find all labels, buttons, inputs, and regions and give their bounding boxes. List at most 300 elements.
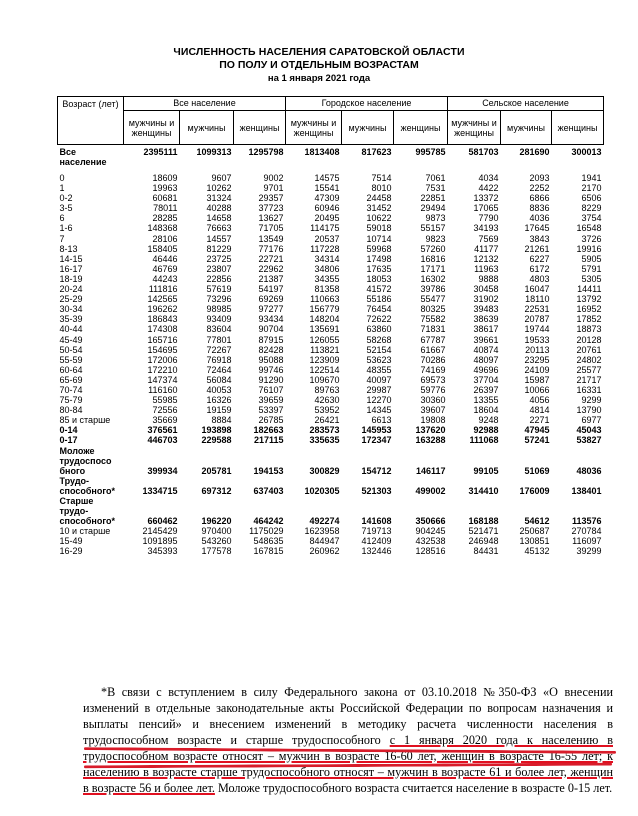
cell-value: 46769 <box>152 263 178 274</box>
cell-value: 91290 <box>258 374 284 385</box>
table-row <box>58 274 604 284</box>
cell-value: 193898 <box>201 425 232 436</box>
cell-value: 40288 <box>206 203 232 214</box>
cell-value: 93434 <box>258 314 284 325</box>
subheader-both: мужчины и женщины <box>448 111 501 145</box>
group-header-urban: Городское население <box>286 97 448 111</box>
row-label: 0-2 <box>59 193 73 204</box>
cell-value: 17065 <box>473 203 499 214</box>
row-label: 18-19 <box>59 273 83 284</box>
cell-value: 260962 <box>309 546 340 557</box>
row-label: 35-39 <box>59 314 83 325</box>
row-label: 55-59 <box>59 354 83 365</box>
cell-value: 14345 <box>366 405 392 416</box>
cell-value: 30458 <box>473 284 499 295</box>
cell-value: 904245 <box>415 526 446 537</box>
cell-value: 92988 <box>473 425 499 436</box>
footnote-intro: *В связи с вступлением в силу Федерального закона от 03.10.2018 №350-ФЗ «О внесении изменений в отдельные законодательные акты Российской Федерации по вопросам назначения и выплаты пенсий» и внесением изменений в методику расчета численности населения в трудоспособном возрасте и старше трудоспособного <box>83 685 613 747</box>
cell-value: 142565 <box>147 294 178 305</box>
row-label: 15-49 <box>59 536 83 547</box>
cell-value: 19963 <box>152 183 178 194</box>
cell-value: 314410 <box>468 485 499 496</box>
cell-value: 172347 <box>361 435 392 446</box>
cell-value: 70286 <box>420 354 446 365</box>
cell-value: 13549 <box>258 233 284 244</box>
cell-value: 16047 <box>524 284 550 295</box>
cell-value: 6866 <box>529 193 550 204</box>
table-row <box>58 375 604 385</box>
cell-value: 492274 <box>309 516 340 527</box>
row-label: 75-79 <box>59 395 83 406</box>
cell-value: 55157 <box>420 223 446 234</box>
cell-value: 113576 <box>571 516 602 527</box>
row-label: 20-24 <box>59 284 83 295</box>
cell-value: 116160 <box>148 384 178 395</box>
cell-value: 13372 <box>473 193 499 204</box>
table-row <box>58 254 604 264</box>
cell-value: 71831 <box>420 324 446 335</box>
cell-value: 53952 <box>314 405 340 416</box>
cell-value: 45043 <box>576 425 602 436</box>
cell-value: 26397 <box>473 384 499 395</box>
cell-value: 464242 <box>253 516 284 527</box>
cell-value: 18604 <box>473 405 499 416</box>
cell-value: 196262 <box>147 304 178 315</box>
table-row <box>58 173 604 183</box>
group-header-rural: Сельское население <box>448 97 604 111</box>
cell-value: 22851 <box>420 193 446 204</box>
row-label: 0-14 <box>59 425 78 436</box>
cell-value: 168188 <box>468 516 499 527</box>
cell-value: 2170 <box>581 183 602 194</box>
footnote-ending: Моложе трудоспособного возраста считается население в возрасте 0-15 лет. <box>214 781 613 795</box>
cell-value: 8010 <box>371 183 392 194</box>
cell-value: 39299 <box>576 546 602 557</box>
cell-value: 145953 <box>361 425 392 436</box>
cell-value: 12132 <box>473 253 499 264</box>
cell-value: 116097 <box>572 536 602 547</box>
cell-value: 2093 <box>529 173 550 183</box>
cell-value: 57241 <box>524 435 550 446</box>
cell-value: 110663 <box>310 294 340 305</box>
cell-value: 3754 <box>581 213 602 224</box>
cell-value: 8229 <box>581 203 602 214</box>
cell-value: 22531 <box>524 304 550 315</box>
cell-value: 39786 <box>420 284 446 295</box>
cell-value: 14575 <box>314 173 340 183</box>
cell-value: 14411 <box>577 284 602 295</box>
cell-value: 51069 <box>524 465 550 476</box>
cell-value: 40097 <box>366 374 392 385</box>
cell-value: 146117 <box>415 465 446 476</box>
cell-value: 44243 <box>152 273 178 284</box>
cell-value: 37704 <box>473 374 499 385</box>
cell-value: 167815 <box>253 546 284 557</box>
table-row <box>58 405 604 415</box>
cell-value: 9701 <box>263 183 284 194</box>
cell-value: 300013 <box>571 147 602 157</box>
cell-value: 126055 <box>309 334 340 345</box>
cell-value: 196220 <box>201 516 232 527</box>
table-row <box>58 385 604 395</box>
cell-value: 93409 <box>206 314 232 325</box>
cell-value: 6172 <box>529 263 550 274</box>
cell-value: 22856 <box>206 273 232 284</box>
cell-value: 14658 <box>206 213 232 224</box>
cell-value: 123909 <box>309 354 340 365</box>
cell-value: 34193 <box>473 223 499 234</box>
cell-value: 9002 <box>263 173 284 183</box>
table-row <box>58 335 604 345</box>
cell-value: 186843 <box>147 314 178 325</box>
cell-value: 29987 <box>366 384 392 395</box>
cell-value: 7531 <box>425 183 446 194</box>
cell-value: 17498 <box>366 253 392 264</box>
cell-value: 71705 <box>258 223 284 234</box>
cell-value: 31324 <box>206 193 232 204</box>
cell-value: 19744 <box>524 324 550 335</box>
cell-value: 2395111 <box>143 147 178 157</box>
cell-value: 114175 <box>310 223 340 234</box>
cell-value: 176009 <box>519 485 550 496</box>
cell-value: 20113 <box>525 344 550 355</box>
row-label: 45-49 <box>59 334 83 345</box>
cell-value: 20495 <box>314 213 340 224</box>
cell-value: 4036 <box>529 213 550 224</box>
cell-value: 111068 <box>469 435 499 446</box>
row-label: 3-5 <box>59 203 73 214</box>
cell-value: 154712 <box>361 465 392 476</box>
cell-value: 14557 <box>206 233 232 244</box>
cell-value: 138401 <box>571 485 602 496</box>
cell-value: 13790 <box>576 405 602 416</box>
cell-value: 10262 <box>206 183 232 194</box>
cell-value: 34806 <box>314 263 340 274</box>
cell-value: 57619 <box>206 284 232 295</box>
cell-value: 9248 <box>478 415 499 426</box>
cell-value: 8884 <box>211 415 232 426</box>
cell-value: 581703 <box>468 147 499 157</box>
cell-value: 300829 <box>309 465 340 476</box>
cell-value: 75582 <box>420 314 446 325</box>
cell-value: 995785 <box>415 147 446 157</box>
cell-value: 38639 <box>473 314 499 325</box>
cell-value: 122514 <box>309 364 340 375</box>
cell-value: 117228 <box>310 243 340 254</box>
table-row <box>58 415 604 425</box>
cell-value: 87915 <box>258 334 284 345</box>
cell-value: 194153 <box>253 465 284 476</box>
row-label: 6 <box>59 213 65 224</box>
cell-value: 345393 <box>147 546 178 557</box>
cell-value: 19808 <box>420 415 446 426</box>
cell-value: 13627 <box>258 213 284 224</box>
cell-value: 26421 <box>314 415 340 426</box>
row-label: 40-44 <box>59 324 83 335</box>
footnote-paragraph <box>83 684 613 796</box>
row-label: 30-34 <box>59 304 83 315</box>
age-column-header: Возраст (лет) <box>58 97 124 145</box>
table-body <box>58 145 604 557</box>
cell-value: 1091895 <box>142 536 178 547</box>
cell-value: 4034 <box>478 173 499 183</box>
cell-value: 20787 <box>524 314 550 325</box>
cell-value: 2145429 <box>142 526 178 537</box>
cell-value: 135691 <box>309 324 340 335</box>
cell-value: 432538 <box>415 536 446 547</box>
cell-value: 8836 <box>529 203 550 214</box>
cell-value: 77176 <box>258 243 284 254</box>
subheader-men: мужчины <box>180 111 234 145</box>
cell-value: 49696 <box>473 364 499 375</box>
subheader-women: женщины <box>234 111 286 145</box>
row-label: 16-17 <box>59 263 83 274</box>
cell-value: 20537 <box>314 233 340 244</box>
row-label: 0-17 <box>59 435 78 446</box>
cell-value: 19159 <box>206 405 232 416</box>
cell-value: 76663 <box>206 223 232 234</box>
row-label: 0 <box>59 173 65 183</box>
cell-value: 54197 <box>258 284 284 295</box>
cell-value: 72267 <box>206 344 232 355</box>
table-header-row <box>58 97 604 111</box>
cell-value: 1020305 <box>304 485 340 496</box>
cell-value: 54612 <box>524 516 550 527</box>
cell-value: 637403 <box>253 485 284 496</box>
cell-value: 5905 <box>581 253 602 264</box>
cell-value: 719713 <box>361 526 392 537</box>
cell-value: 47945 <box>524 425 550 436</box>
cell-value: 111816 <box>148 284 178 295</box>
cell-value: 376561 <box>147 425 178 436</box>
cell-value: 23807 <box>206 263 232 274</box>
cell-value: 84431 <box>473 546 499 557</box>
cell-value: 9823 <box>425 233 446 244</box>
table-row <box>58 395 604 405</box>
cell-value: 270784 <box>571 526 602 537</box>
table-row <box>58 264 604 274</box>
cell-value: 99746 <box>258 364 284 375</box>
cell-value: 60681 <box>152 193 178 204</box>
cell-value: 543260 <box>201 536 232 547</box>
table-row <box>58 536 604 546</box>
cell-value: 42630 <box>314 395 340 406</box>
table-row <box>58 476 604 496</box>
cell-value: 548635 <box>253 536 284 547</box>
cell-value: 89763 <box>314 384 340 395</box>
table-row <box>58 193 604 203</box>
table-row <box>58 435 604 445</box>
cell-value: 250687 <box>519 526 550 537</box>
cell-value: 39661 <box>473 334 499 345</box>
cell-value: 24109 <box>524 364 550 375</box>
cell-value: 229588 <box>201 435 232 446</box>
cell-value: 1295798 <box>248 147 284 157</box>
cell-value: 17171 <box>420 263 446 274</box>
cell-value: 55477 <box>420 294 446 305</box>
row-label: 25-29 <box>59 294 83 305</box>
table-row <box>58 314 604 324</box>
cell-value: 521471 <box>468 526 499 537</box>
table-row <box>58 213 604 223</box>
document-date: на 1 января 2021 года <box>267 73 371 84</box>
cell-value: 9607 <box>211 173 232 183</box>
cell-value: 47309 <box>314 193 340 204</box>
cell-value: 1813408 <box>304 147 340 157</box>
cell-value: 18110 <box>525 294 550 305</box>
cell-value: 21387 <box>258 273 284 284</box>
cell-value: 6227 <box>529 253 550 264</box>
cell-value: 182663 <box>253 425 284 436</box>
cell-value: 39659 <box>258 395 284 406</box>
cell-value: 83604 <box>206 324 232 335</box>
cell-value: 156779 <box>309 304 340 315</box>
cell-value: 158405 <box>147 243 178 254</box>
cell-value: 10066 <box>524 384 550 395</box>
cell-value: 1175029 <box>249 526 284 537</box>
cell-value: 40874 <box>473 344 499 355</box>
row-label: 60-64 <box>59 364 83 375</box>
row-label: 1-6 <box>59 223 73 234</box>
cell-value: 57260 <box>420 243 446 254</box>
cell-value: 4814 <box>529 405 550 416</box>
cell-value: 16331 <box>576 384 602 395</box>
table-row <box>58 183 604 193</box>
cell-value: 56084 <box>206 374 232 385</box>
cell-value: 19533 <box>524 334 550 345</box>
row-label: Трудо- способного* <box>59 475 115 496</box>
cell-value: 172210 <box>147 364 178 375</box>
cell-value: 12270 <box>366 395 392 406</box>
subheader-both: мужчины и женщины <box>286 111 342 145</box>
cell-value: 399934 <box>147 465 178 476</box>
cell-value: 521303 <box>361 485 392 496</box>
cell-value: 9873 <box>425 213 446 224</box>
cell-value: 970400 <box>201 526 232 537</box>
cell-value: 6977 <box>581 415 602 426</box>
cell-value: 59968 <box>366 243 392 254</box>
cell-value: 141608 <box>361 516 392 527</box>
cell-value: 45132 <box>524 546 550 557</box>
cell-value: 217115 <box>253 435 284 446</box>
cell-value: 4056 <box>529 395 550 406</box>
subheader-women: женщины <box>394 111 448 145</box>
table-row <box>58 223 604 233</box>
cell-value: 5305 <box>581 273 602 284</box>
cell-value: 4803 <box>529 273 550 284</box>
cell-value: 74169 <box>420 364 446 375</box>
row-label: 7 <box>59 233 65 244</box>
table-row <box>58 365 604 375</box>
cell-value: 30360 <box>420 395 446 406</box>
cell-value: 20128 <box>576 334 602 345</box>
row-label: 50-54 <box>59 344 83 355</box>
cell-value: 499002 <box>415 485 446 496</box>
cell-value: 18609 <box>152 173 178 183</box>
cell-value: 16302 <box>420 273 446 284</box>
cell-value: 26785 <box>258 415 284 426</box>
table-row <box>58 234 604 244</box>
cell-value: 55186 <box>366 294 392 305</box>
cell-value: 177578 <box>201 546 232 557</box>
subheader-men: мужчины <box>342 111 394 145</box>
cell-value: 99105 <box>473 465 499 476</box>
cell-value: 24458 <box>366 193 392 204</box>
cell-value: 76454 <box>366 304 392 315</box>
row-label: Все население <box>59 147 107 168</box>
table-row <box>58 203 604 213</box>
cell-value: 41572 <box>366 284 392 295</box>
cell-value: 350666 <box>415 516 446 527</box>
cell-value: 95088 <box>258 354 284 365</box>
cell-value: 53397 <box>258 405 284 416</box>
cell-value: 78011 <box>153 203 178 214</box>
cell-value: 41177 <box>474 243 499 254</box>
table-row <box>58 294 604 304</box>
row-label: 85 и старше <box>59 415 111 426</box>
subheader-women: женщины <box>552 111 604 145</box>
cell-value: 7790 <box>478 213 499 224</box>
cell-value: 283573 <box>309 425 340 436</box>
cell-value: 53623 <box>366 354 392 365</box>
cell-value: 76918 <box>206 354 232 365</box>
cell-value: 53827 <box>576 435 602 446</box>
document-title: ЧИСЛЕННОСТЬ НАСЕЛЕНИЯ САРАТОВСКОЙ ОБЛАСТИ <box>173 46 465 58</box>
cell-value: 154695 <box>147 344 178 355</box>
cell-value: 35669 <box>152 415 178 426</box>
cell-value: 174308 <box>147 324 178 335</box>
cell-value: 17635 <box>366 263 392 274</box>
row-label: 1 <box>59 183 65 194</box>
cell-value: 446703 <box>147 435 178 446</box>
row-label: 14-15 <box>59 253 83 264</box>
cell-value: 31902 <box>473 294 499 305</box>
cell-value: 205781 <box>201 465 232 476</box>
table-subheader-row <box>58 111 604 145</box>
cell-value: 23295 <box>524 354 550 365</box>
cell-value: 31452 <box>366 203 392 214</box>
row-label: 16-29 <box>59 546 83 557</box>
cell-value: 55985 <box>152 395 178 406</box>
cell-value: 81229 <box>206 243 232 254</box>
table-row <box>58 345 604 355</box>
cell-value: 16326 <box>206 395 232 406</box>
cell-value: 3843 <box>529 233 550 244</box>
cell-value: 5791 <box>581 263 602 274</box>
cell-value: 660462 <box>147 516 178 527</box>
cell-value: 16816 <box>420 253 446 264</box>
cell-value: 15541 <box>314 183 340 194</box>
cell-value: 25577 <box>576 364 602 375</box>
cell-value: 172006 <box>147 354 178 365</box>
cell-value: 7569 <box>478 233 499 244</box>
cell-value: 109670 <box>309 374 340 385</box>
cell-value: 72556 <box>152 405 178 416</box>
cell-value: 18873 <box>576 324 602 335</box>
table-row <box>58 284 604 294</box>
cell-value: 81358 <box>314 284 340 295</box>
row-label: Моложе трудоспосо бного <box>59 445 112 476</box>
cell-value: 6613 <box>371 415 392 426</box>
cell-value: 69269 <box>258 294 284 305</box>
cell-value: 163288 <box>415 435 446 446</box>
table-row <box>58 145 604 174</box>
cell-value: 22721 <box>258 253 284 264</box>
cell-value: 697312 <box>201 485 232 496</box>
cell-value: 817623 <box>361 147 392 157</box>
cell-value: 97277 <box>258 304 284 315</box>
cell-value: 113821 <box>310 344 340 355</box>
